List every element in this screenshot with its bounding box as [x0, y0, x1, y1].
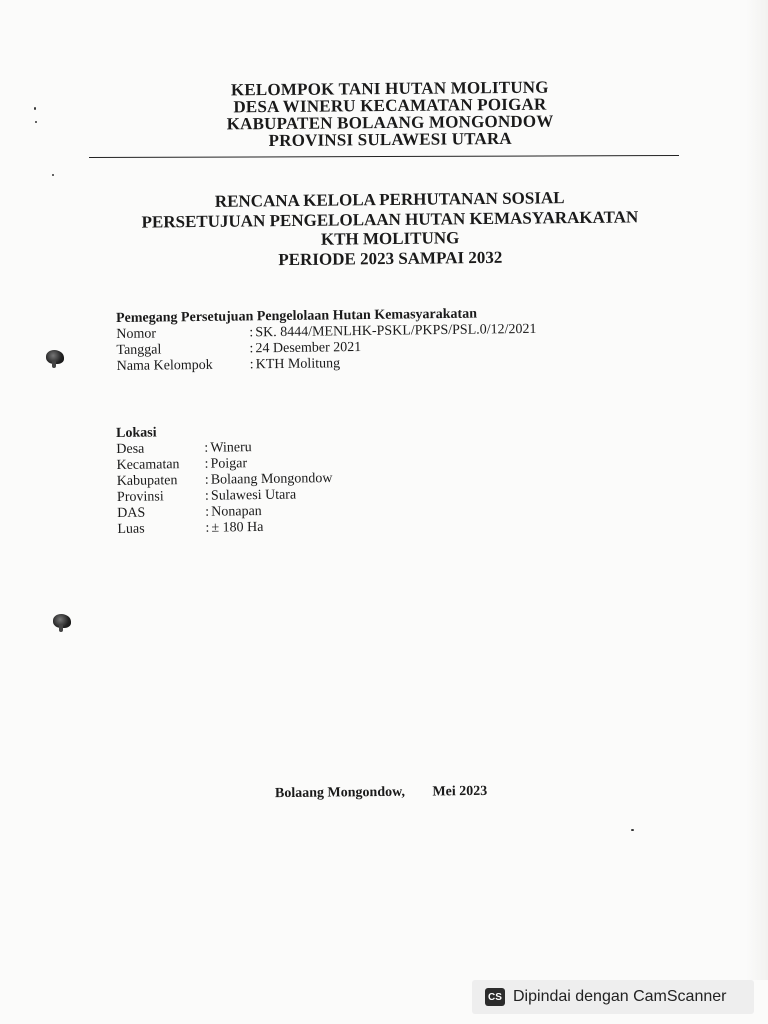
permit-holder-section [116, 305, 617, 375]
letterhead-line: KABUPATEN BOLAANG MONGONDOW [226, 111, 554, 134]
field-label: DAS [117, 505, 146, 521]
title-line: KTH MOLITUNG [320, 228, 460, 249]
field-value: KTH Molitung [255, 356, 341, 373]
field-separator: : [205, 520, 210, 536]
field-label: Nama Kelompok [116, 357, 213, 374]
punch-hole-mark [46, 350, 64, 364]
document-title [110, 187, 671, 271]
camscanner-logo-icon: CS [485, 988, 505, 1006]
field-separator: : [204, 456, 209, 472]
field-label: Luas [117, 521, 145, 537]
field-separator: : [204, 472, 209, 488]
field-label: Provinsi [116, 489, 164, 505]
field-label: Kecamatan [116, 457, 180, 473]
letterhead-divider [89, 155, 679, 158]
section-heading: Lokasi [116, 425, 157, 441]
field-separator: : [249, 325, 254, 341]
letterhead-line: DESA WINERU KECAMATAN POIGAR [233, 94, 547, 117]
field-label: Desa [116, 441, 145, 457]
field-label: Kabupaten [116, 473, 178, 489]
field-value: Wineru [210, 440, 252, 456]
section-heading: Pemegang Persetujuan Pengelolaan Hutan Kemasyarakatan [116, 306, 478, 326]
scan-speck [52, 174, 54, 176]
scan-speck [34, 107, 36, 110]
letterhead-line: PROVINSI SULAWESI UTARA [268, 128, 512, 151]
location-section [116, 420, 518, 538]
field-separator: : [205, 504, 210, 520]
place-and-date [275, 784, 487, 802]
field-separator: : [249, 341, 254, 357]
letterhead [110, 78, 671, 151]
field-label: Nomor [116, 326, 157, 342]
title-line: RENCANA KELOLA PERHUTANAN SOSIAL [214, 188, 565, 211]
page-edge-shadow [746, 0, 768, 980]
place-label: Bolaang Mongondow, [274, 784, 406, 802]
scan-speck [631, 829, 634, 831]
title-line: PERSETUJUAN PENGELOLAAN HUTAN KEMASYARAKATAN [141, 206, 639, 232]
field-value: SK. 8444/MENLHK-PSKL/PKPS/PSL.0/12/2021 [255, 321, 537, 341]
field-value: ± 180 Ha [211, 519, 264, 536]
field-label: Tanggal [116, 342, 162, 358]
field-separator: : [249, 357, 254, 373]
field-value: Bolaang Mongondow [210, 470, 333, 488]
field-separator: : [204, 440, 209, 456]
letterhead-line: KELOMPOK TANI HUTAN MOLITUNG [230, 77, 549, 100]
field-value: Poigar [210, 456, 248, 472]
scan-speck [35, 121, 37, 123]
punch-hole-mark [53, 614, 71, 628]
field-value: Sulawesi Utara [210, 487, 297, 504]
field-value: Nonapan [211, 503, 262, 520]
camscanner-watermark [472, 980, 754, 1014]
date-label: Mei 2023 [432, 783, 488, 800]
field-value: 24 Desember 2021 [255, 340, 362, 357]
watermark-text: Dipindai dengan CamScanner [513, 988, 727, 1005]
field-separator: : [204, 488, 209, 504]
title-line: PERIODE 2023 SAMPAI 2032 [278, 247, 503, 269]
